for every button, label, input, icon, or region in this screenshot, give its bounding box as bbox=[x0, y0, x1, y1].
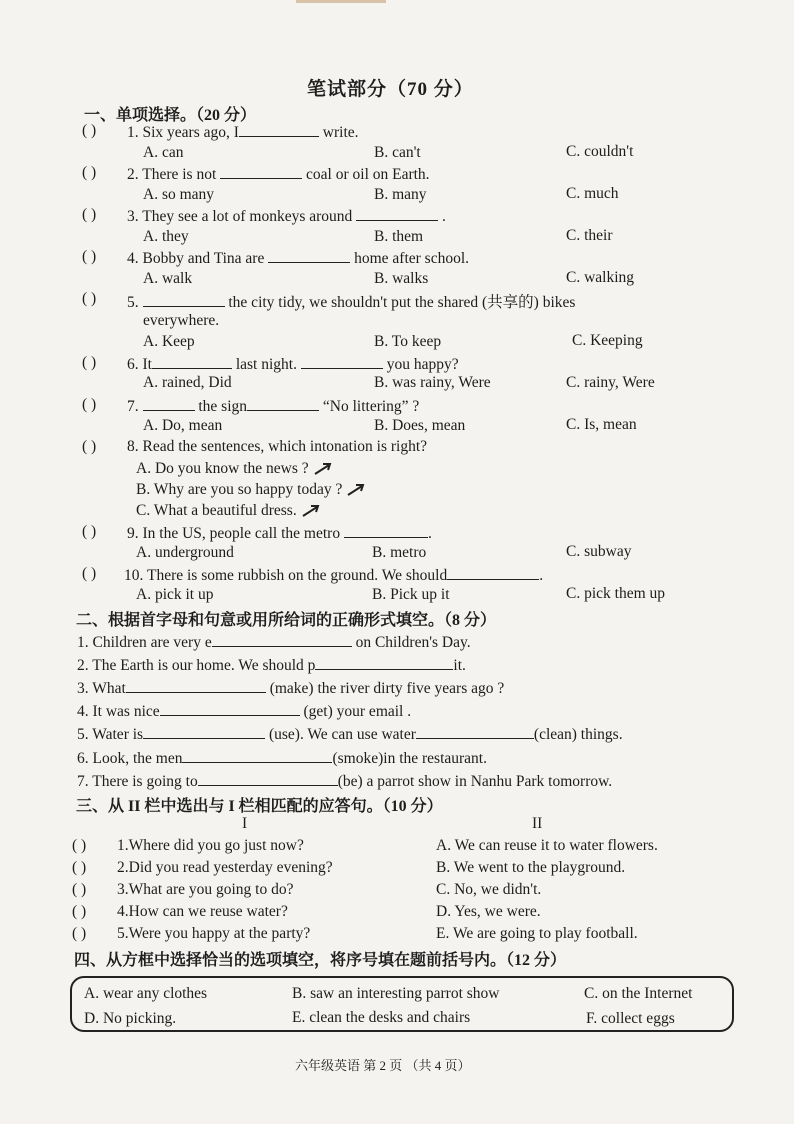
intonation-option-a: A. Do you know the news ? bbox=[136, 460, 333, 478]
question-1: 1. Six years ago, I write. bbox=[127, 124, 359, 141]
option-a: A. so many bbox=[143, 186, 215, 203]
answer-paren[interactable]: ( ) bbox=[72, 859, 87, 876]
answer-blank[interactable] bbox=[182, 748, 332, 763]
answer-paren[interactable]: ( ) bbox=[82, 565, 97, 582]
match-answer-a: A. We can reuse it to water flowers. bbox=[436, 837, 658, 854]
section1-heading: 一、单项选择。（20 分） bbox=[84, 107, 257, 124]
answer-blank[interactable] bbox=[143, 396, 195, 411]
match-answer-e: E. We are going to play football. bbox=[436, 925, 638, 942]
page-title: 笔试部分（70 分） bbox=[307, 79, 474, 100]
option-a: A. pick it up bbox=[136, 586, 214, 603]
question-4: 4. Bobby and Tina are home after school. bbox=[127, 250, 470, 267]
option-a: A. Do, mean bbox=[143, 417, 223, 434]
option-b: B. Pick up it bbox=[372, 586, 450, 603]
option-c: C. walking bbox=[566, 269, 635, 286]
match-question-5: 5.Were you happy at the party? bbox=[117, 925, 311, 942]
answer-blank[interactable] bbox=[152, 354, 232, 369]
answer-blank[interactable] bbox=[356, 206, 438, 221]
answer-paren[interactable]: ( ) bbox=[82, 206, 97, 223]
section2-heading: 二、根据首字母和句意或用所给词的正确形式填空。（8 分） bbox=[76, 612, 497, 629]
fill-item-4: 4. It was nice (get) your email . bbox=[77, 703, 412, 720]
question-5: 5. the city tidy, we shouldn't put the shared (共享的) bikes bbox=[127, 294, 576, 311]
answer-blank[interactable] bbox=[212, 632, 352, 647]
rising-arrow-icon bbox=[313, 462, 333, 476]
intonation-option-b: B. Why are you so happy today ? bbox=[136, 481, 366, 499]
fill-item-5: 5. Water is (use). We can use water (clean) things. bbox=[77, 726, 623, 743]
answer-blank[interactable] bbox=[198, 771, 338, 786]
answer-blank[interactable] bbox=[143, 724, 265, 739]
fill-item-2: 2. The Earth is our home. We should p it. bbox=[77, 657, 466, 674]
fill-item-1: 1. Children are very e on Children's Day. bbox=[77, 634, 471, 651]
option-a: A. they bbox=[143, 228, 189, 245]
option-c: C. much bbox=[566, 185, 619, 202]
question-7: 7. the sign “No littering” ? bbox=[127, 398, 420, 415]
box-option-d: D. No picking. bbox=[84, 1010, 177, 1027]
option-c: C. pick them up bbox=[566, 585, 666, 602]
answer-blank[interactable] bbox=[220, 164, 302, 179]
answer-blank[interactable] bbox=[160, 701, 300, 716]
answer-paren[interactable]: ( ) bbox=[82, 523, 97, 540]
option-b: B. was rainy, Were bbox=[374, 374, 491, 391]
match-answer-d: D. Yes, we were. bbox=[436, 903, 541, 920]
rising-arrow-icon bbox=[301, 504, 321, 518]
box-option-e: E. clean the desks and chairs bbox=[292, 1009, 471, 1026]
answer-blank[interactable] bbox=[247, 396, 319, 411]
answer-paren[interactable]: ( ) bbox=[82, 438, 97, 455]
answer-paren[interactable]: ( ) bbox=[82, 396, 97, 413]
box-option-b: B. saw an interesting parrot show bbox=[292, 985, 500, 1002]
match-answer-b: B. We went to the playground. bbox=[436, 859, 626, 876]
fill-item-7: 7. There is going to (be) a parrot show in Nanhu Park tomorrow. bbox=[77, 773, 613, 790]
question-6: 6. It last night. you happy? bbox=[127, 356, 459, 373]
option-b: B. can't bbox=[374, 144, 421, 161]
option-a: A. walk bbox=[143, 270, 193, 287]
option-b: B. To keep bbox=[374, 333, 442, 350]
section3-heading: 三、从 II 栏中选出与 I 栏相匹配的应答句。（10 分） bbox=[76, 798, 443, 815]
option-c: C. Keeping bbox=[572, 332, 643, 349]
question-5-continued: everywhere. bbox=[143, 312, 220, 329]
answer-paren[interactable]: ( ) bbox=[82, 122, 97, 139]
option-a: A. rained, Did bbox=[143, 374, 232, 391]
option-c: C. their bbox=[566, 227, 613, 244]
match-question-2: 2.Did you read yesterday evening? bbox=[117, 859, 333, 876]
option-a: A. Keep bbox=[143, 333, 195, 350]
match-question-1: 1.Where did you go just now? bbox=[117, 837, 304, 854]
fill-item-3: 3. What (make) the river dirty five years ago ? bbox=[77, 680, 505, 697]
column-i-label: I bbox=[242, 815, 248, 832]
match-question-3: 3.What are you going to do? bbox=[117, 881, 294, 898]
option-c: C. subway bbox=[566, 543, 632, 560]
option-c: C. Is, mean bbox=[566, 416, 637, 433]
option-b: B. walks bbox=[374, 270, 429, 287]
answer-paren[interactable]: ( ) bbox=[82, 290, 97, 307]
answer-blank[interactable] bbox=[447, 565, 539, 580]
answer-paren[interactable]: ( ) bbox=[82, 354, 97, 371]
answer-paren[interactable]: ( ) bbox=[72, 837, 87, 854]
answer-blank[interactable] bbox=[239, 122, 319, 137]
answer-blank[interactable] bbox=[126, 678, 266, 693]
answer-blank[interactable] bbox=[301, 354, 383, 369]
box-option-c: C. on the Internet bbox=[584, 985, 693, 1002]
option-b: B. them bbox=[374, 228, 424, 245]
question-2: 2. There is not coal or oil on Earth. bbox=[127, 166, 430, 183]
match-answer-c: C. No, we didn't. bbox=[436, 881, 542, 898]
fill-item-6: 6. Look, the men (smoke)in the restaurant. bbox=[77, 750, 487, 767]
box-option-a: A. wear any clothes bbox=[84, 985, 208, 1002]
option-b: B. metro bbox=[372, 544, 427, 561]
top-edge-mark bbox=[296, 0, 386, 3]
answer-paren[interactable]: ( ) bbox=[72, 881, 87, 898]
answer-blank[interactable] bbox=[344, 523, 428, 538]
answer-blank[interactable] bbox=[315, 655, 453, 670]
answer-blank[interactable] bbox=[143, 292, 225, 307]
answer-paren[interactable]: ( ) bbox=[72, 903, 87, 920]
question-3: 3. They see a lot of monkeys around . bbox=[127, 208, 446, 225]
answer-blank[interactable] bbox=[416, 724, 534, 739]
question-9: 9. In the US, people call the metro . bbox=[127, 525, 432, 542]
page-footer: 六年级英语 第 2 页 （共 4 页） bbox=[295, 1058, 471, 1073]
option-c: C. couldn't bbox=[566, 143, 634, 160]
option-a: A. can bbox=[143, 144, 184, 161]
answer-paren[interactable]: ( ) bbox=[72, 925, 87, 942]
intonation-option-c: C. What a beautiful dress. bbox=[136, 502, 321, 520]
answer-paren[interactable]: ( ) bbox=[82, 164, 97, 181]
question-10: 10. There is some rubbish on the ground. We should . bbox=[124, 567, 544, 584]
answer-paren[interactable]: ( ) bbox=[82, 248, 97, 265]
answer-blank[interactable] bbox=[268, 248, 350, 263]
section4-heading: 四、从方框中选择恰当的选项填空，将序号填在题前括号内。（12 分） bbox=[74, 952, 567, 969]
option-a: A. underground bbox=[136, 544, 234, 561]
question-8: 8. Read the sentences, which intonation is right? bbox=[127, 438, 428, 455]
option-b: B. Does, mean bbox=[374, 417, 466, 434]
match-question-4: 4.How can we reuse water? bbox=[117, 903, 288, 920]
option-b: B. many bbox=[374, 186, 427, 203]
column-ii-label: II bbox=[532, 815, 543, 832]
option-c: C. rainy, Were bbox=[566, 374, 655, 391]
rising-arrow-icon bbox=[346, 483, 366, 497]
box-option-f: F. collect eggs bbox=[586, 1010, 675, 1027]
